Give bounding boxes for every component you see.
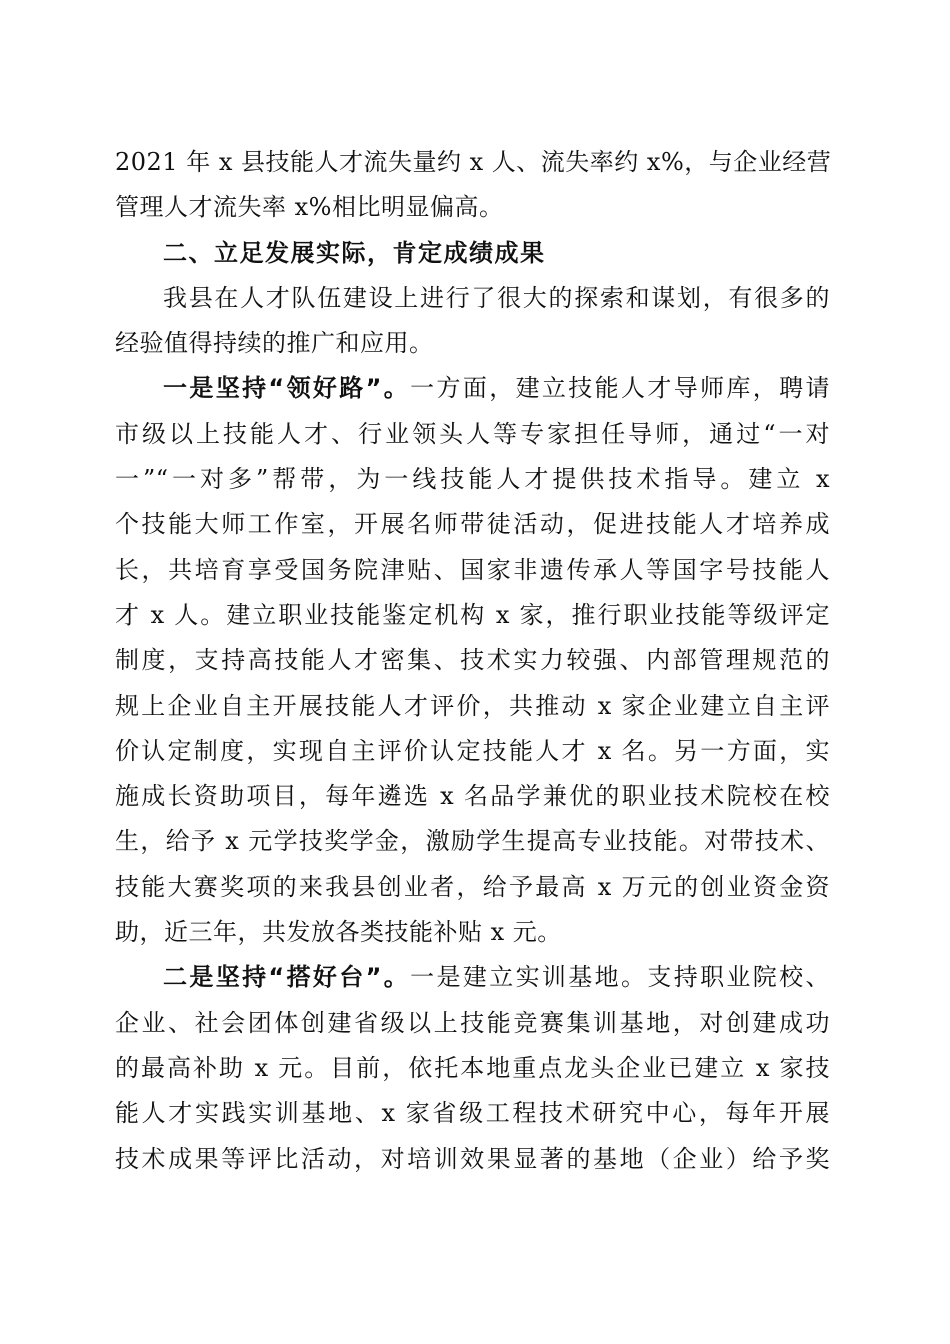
text-fragment: 一是建立实训基地。支持职业院校、 bbox=[410, 963, 831, 992]
text-line: 能人才实践实训基地、x 家省级工程技术研究中心，每年开展 bbox=[115, 1099, 830, 1128]
text-line: 制度，支持高技能人才密集、技术实力较强、内部管理规范的 bbox=[115, 646, 830, 675]
text-line-with-lead bbox=[115, 366, 830, 411]
text-line: 经验值得持续的推广和应用。 bbox=[115, 329, 434, 358]
text-line-with-lead bbox=[115, 955, 830, 1000]
text-line: 价认定制度，实现自主评价认定技能人才 x 名。另一方面，实 bbox=[115, 736, 830, 765]
section-heading: 二、立足发展实际，肯定成绩成果 bbox=[163, 238, 546, 267]
text-line: 技能大赛奖项的来我县创业者，给予最高 x 万元的创业资金资 bbox=[115, 872, 830, 901]
document-body bbox=[115, 140, 830, 1182]
paragraph-one bbox=[115, 366, 830, 955]
text-fragment: 一方面，建立技能人才导师库，聘请 bbox=[410, 374, 831, 403]
text-line: 施成长资助项目，每年遴选 x 名品学兼优的职业技术院校在校 bbox=[115, 782, 830, 811]
paragraph-lead: 二是坚持“搭好台”。 bbox=[163, 963, 411, 992]
text-line: 助，近三年，共发放各类技能补贴 x 元。 bbox=[115, 918, 562, 947]
text-line: 管理人才流失率 x%相比明显偏高。 bbox=[115, 193, 504, 222]
text-line: 个技能大师工作室，开展名师带徒活动，促进技能人才培养成 bbox=[115, 510, 830, 539]
paragraph-summary bbox=[115, 276, 830, 367]
text-line: 才 x 人。建立职业技能鉴定机构 x 家，推行职业技能等级评定 bbox=[115, 600, 830, 629]
text-line: 2021 年 x 县技能人才流失量约 x 人、流失率约 x%，与企业经营 bbox=[115, 148, 832, 176]
text-line: 长，共培育享受国务院津贴、国家非遗传承人等国字号技能人 bbox=[115, 555, 830, 584]
text-line: 市级以上技能人才、行业领头人等专家担任导师，通过“一对 bbox=[115, 419, 830, 448]
text-line: 技术成果等评比活动，对培训效果显著的基地（企业）给予奖 bbox=[115, 1144, 830, 1173]
paragraph-intro bbox=[115, 140, 830, 231]
text-line: 生，给予 x 元学技奖学金，激励学生提高专业技能。对带技术、 bbox=[115, 827, 830, 856]
paragraph-two bbox=[115, 955, 830, 1181]
text-line: 我县在人才队伍建设上进行了很大的探索和谋划，有很多的 bbox=[163, 283, 830, 312]
text-line: 一”“一对多”帮带，为一线技能人才提供技术指导。建立 x bbox=[115, 465, 830, 494]
paragraph-lead: 一是坚持“领好路”。 bbox=[163, 374, 411, 403]
text-line: 的最高补助 x 元。目前，依托本地重点龙头企业已建立 x 家技 bbox=[115, 1053, 830, 1082]
text-line: 规上企业自主开展技能人才评价，共推动 x 家企业建立自主评 bbox=[115, 691, 830, 720]
text-line: 企业、社会团体创建省级以上技能竞赛集训基地，对创建成功 bbox=[115, 1008, 830, 1037]
